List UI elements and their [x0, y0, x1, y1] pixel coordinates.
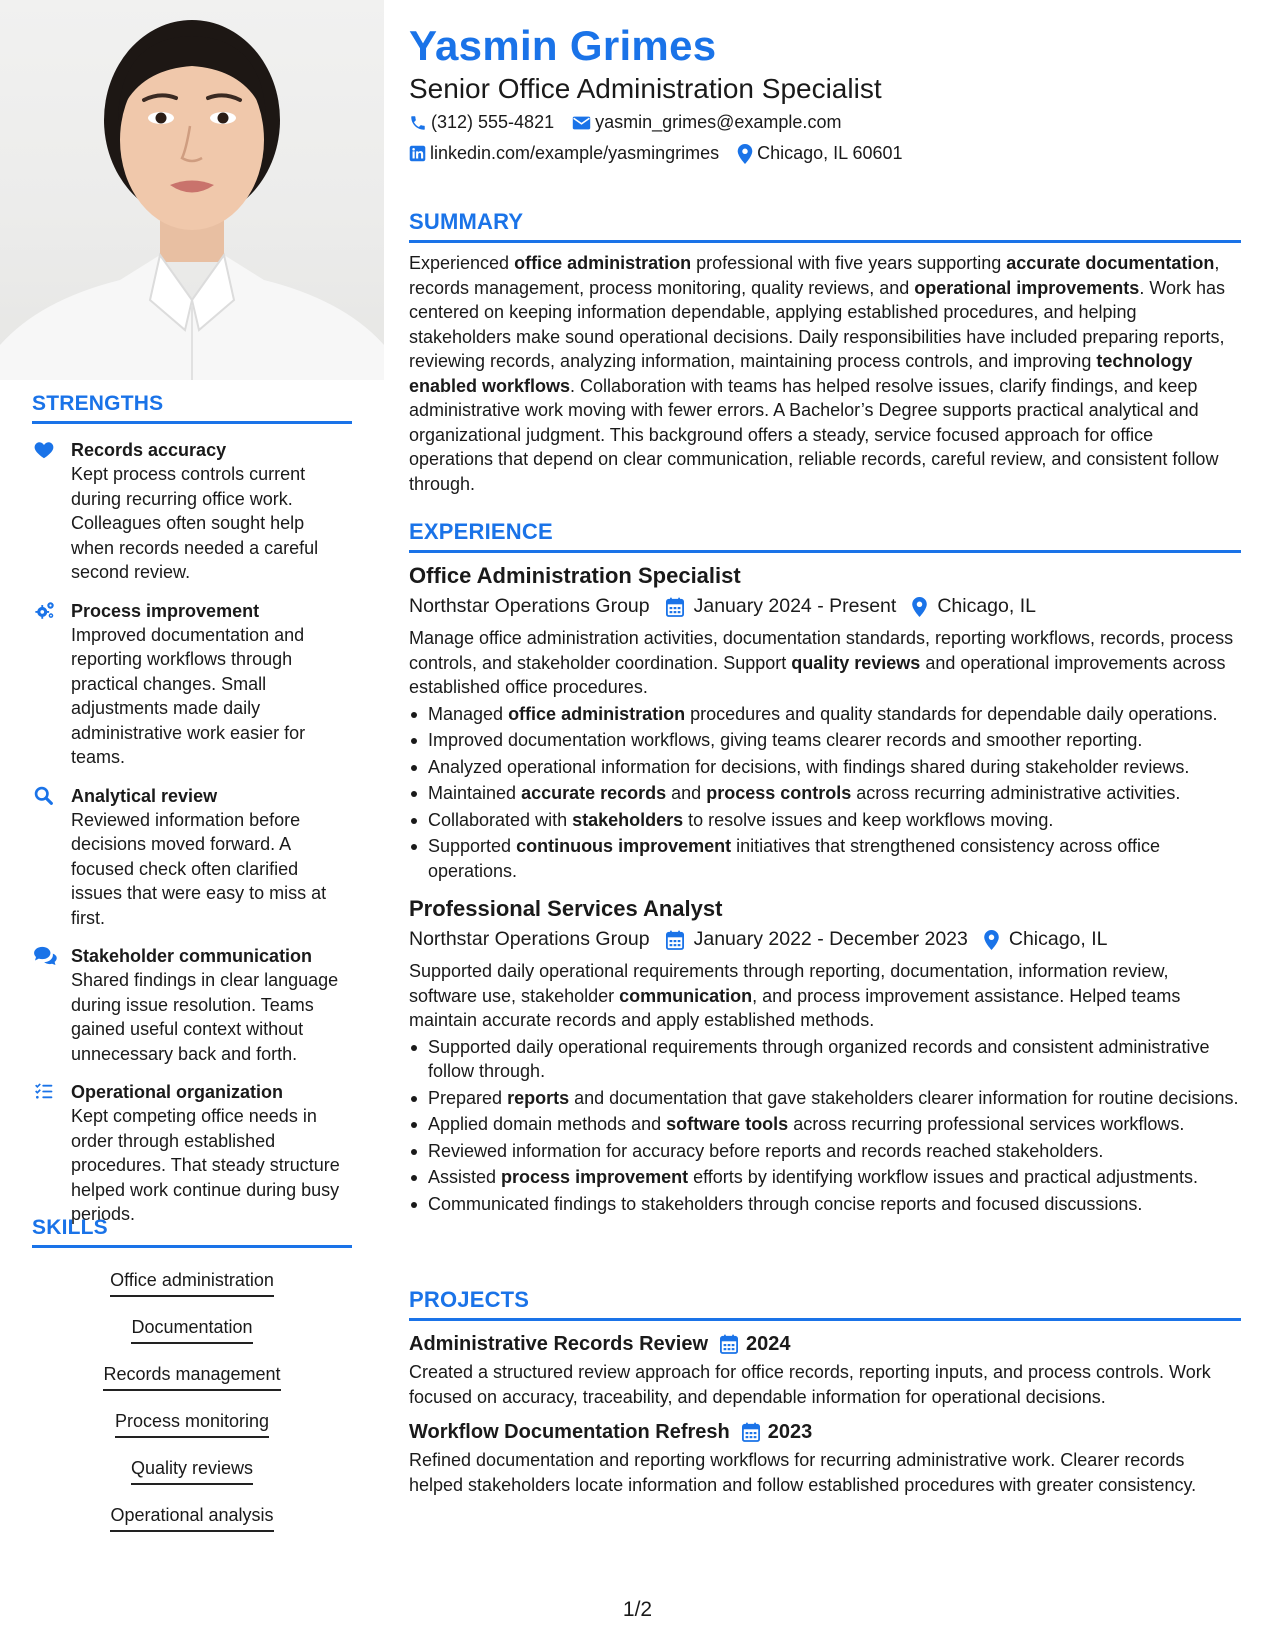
project-title: Administrative Records Review — [409, 1333, 708, 1355]
bullet-item — [409, 1086, 1241, 1111]
emphasis-text: continuous improvement — [516, 836, 732, 856]
project-year: 2023 — [767, 1421, 813, 1443]
linkedin-contact[interactable] — [409, 143, 719, 164]
skill-row — [32, 1409, 352, 1456]
calendar-icon — [742, 1422, 760, 1442]
skill-tag: Process monitoring — [115, 1409, 269, 1438]
text-run: and operational improvements across established office procedures. — [409, 652, 1226, 697]
emphasis-text: process improvement — [501, 1167, 689, 1187]
calendar-icon — [666, 597, 684, 617]
page-number: 1/2 — [622, 1598, 653, 1621]
experience-heading: EXPERIENCE — [409, 519, 1241, 553]
strength-description: Reviewed information before decisions moved forward. A focused check often clarified issues that were easy to miss at first. — [71, 809, 327, 928]
contact-row-2 — [409, 143, 921, 164]
skill-row — [32, 1268, 352, 1315]
job-dates — [666, 595, 897, 618]
bullet-item — [409, 834, 1241, 883]
text-run: across recurring administrative activities. — [851, 783, 1181, 803]
emphasis-text: reports — [507, 1087, 570, 1108]
emphasis-text: process controls — [706, 783, 852, 803]
projects-section — [409, 1287, 1241, 1497]
text-run: Prepared — [428, 1087, 508, 1108]
list-check-icon — [33, 1081, 55, 1103]
text-run: Reviewed information for accuracy before reports and records reached stakeholders. — [428, 1140, 1104, 1161]
experience-section — [409, 519, 1241, 1216]
job-title: Professional Services Analyst — [409, 896, 723, 921]
project-description: Created a structured review approach for office records, reporting inputs, and process controls. Work focused on accuracy, traceability, and dependable information for operational decisions. — [409, 1362, 1211, 1407]
skill-row — [32, 1315, 352, 1362]
bullet-item — [409, 1192, 1241, 1217]
text-run: , and process improvement assistance. Helped teams maintain accurate records and apply established methods. — [409, 985, 1181, 1030]
location-contact — [737, 143, 902, 164]
job-bullets — [409, 1035, 1241, 1217]
emphasis-text: office administration — [508, 703, 686, 724]
phone-text: (312) 555-4821 — [431, 112, 555, 132]
text-run: . Work has centered on keeping information dependable, applying established procedures, and helping stakeholders make sound operational decisions. Daily responsibilities have included preparing reports, reviewing records, analyzing information, maintaining process controls, and improving — [409, 277, 1226, 371]
text-run: Improved documentation workflows, giving teams clearer records and smoother reporting. — [428, 730, 1143, 750]
strengths-heading: STRENGTHS — [32, 392, 352, 424]
text-run: Experienced — [409, 253, 515, 273]
skill-tag: Documentation — [131, 1315, 252, 1344]
search-icon — [33, 785, 55, 807]
job-summary — [409, 626, 1241, 700]
strength-title: Operational organization — [71, 1082, 284, 1102]
job-dates — [666, 928, 968, 951]
bullet-item — [409, 1112, 1241, 1137]
emphasis-text: accurate documentation — [1006, 253, 1215, 273]
location-pin-icon — [737, 144, 753, 164]
job-location — [912, 595, 1036, 618]
bullet-item — [409, 702, 1241, 727]
dates-text: January 2024 - Present — [693, 595, 897, 617]
job-meta — [409, 928, 1241, 951]
summary-heading: SUMMARY — [409, 209, 1241, 243]
strength-title: Process improvement — [71, 600, 260, 621]
project-title: Workflow Documentation Refresh — [409, 1421, 730, 1443]
text-run: professional with five years supporting — [691, 253, 1007, 273]
strength-item — [32, 944, 352, 1066]
strength-title: Records accuracy — [71, 440, 227, 460]
skill-tag: Quality reviews — [131, 1456, 253, 1485]
job-bullets — [409, 702, 1241, 884]
calendar-icon — [720, 1334, 738, 1354]
summary-section — [409, 209, 1241, 496]
bullet-item — [409, 808, 1241, 833]
skill-row — [32, 1362, 352, 1409]
job-entry — [409, 895, 1241, 1216]
projects-list — [409, 1331, 1241, 1497]
skill-tag: Office administration — [110, 1268, 274, 1297]
strengths-list — [32, 438, 352, 1227]
strength-item — [32, 784, 352, 931]
text-run: Analyzed operational information for decisions, with findings shared during stakeholder reviews. — [428, 756, 1190, 777]
text-run: Supported daily operational requirements through reporting, documentation, information review, software use, stakeholder — [409, 961, 1169, 1006]
project-entry — [409, 1419, 1241, 1497]
phone-icon — [409, 114, 427, 132]
strength-item — [32, 599, 352, 770]
project-year: 2024 — [746, 1333, 791, 1355]
skills-section — [32, 1216, 352, 1550]
strength-description: Kept competing office needs in order through established procedures. That steady structure helped work continue during busy periods. — [71, 1106, 340, 1224]
skill-row — [32, 1456, 352, 1503]
candidate-role: Senior Office Administration Specialist — [409, 73, 882, 104]
text-run: . Collaboration with teams has helped resolve issues, clarify findings, and keep administrative work moving with fewer errors. A Bachelor’s Degree supports practical analytical and organizational judgment. This background offers a steady, service focused approach for office operations that depend on clear communication, reliable records, careful review, and consistent follow through. — [409, 375, 1219, 494]
text-run: procedures and quality standards for dependable daily operations. — [685, 703, 1218, 724]
job-entry — [409, 562, 1241, 883]
comments-icon — [33, 945, 55, 967]
project-title-row — [409, 1419, 1241, 1445]
strength-title: Analytical review — [71, 785, 218, 806]
text-run: Assisted — [428, 1167, 502, 1187]
bullet-item — [409, 755, 1241, 780]
location-text: Chicago, IL 60601 — [757, 143, 903, 163]
job-summary — [409, 959, 1241, 1033]
job-title: Office Administration Specialist — [409, 563, 741, 588]
job-meta — [409, 595, 1241, 618]
email-text: yasmin_grimes@example.com — [595, 112, 842, 132]
contact-row-1 — [409, 112, 859, 133]
text-run: Collaborated with — [428, 809, 573, 830]
company-name: Northstar Operations Group — [409, 928, 650, 950]
linkedin-text: linkedin.com/example/yasmingrimes — [430, 143, 720, 163]
email-contact[interactable] — [572, 112, 841, 133]
text-run: Managed — [428, 703, 509, 724]
phone-contact[interactable] — [409, 112, 554, 133]
emphasis-text: stakeholders — [572, 809, 684, 830]
envelope-icon — [572, 115, 591, 131]
text-run: efforts by identifying workflow issues and practical adjustments. — [688, 1167, 1199, 1187]
dates-text: January 2022 - December 2023 — [693, 928, 968, 950]
emphasis-text: software tools — [666, 1114, 789, 1134]
emphasis-text: technology enabled workflows — [409, 351, 1193, 396]
text-run: to resolve issues and keep workflows moving. — [683, 809, 1054, 830]
text-run: and documentation that gave stakeholders clearer information for routine decisions. — [569, 1087, 1239, 1108]
text-run: Supported daily operational requirements through organized records and consistent administrative follow through. — [428, 1036, 1210, 1081]
text-run: Communicated findings to stakeholders through concise reports and focused discussions. — [428, 1193, 1143, 1214]
strength-description: Shared findings in clear language during issue resolution. Teams gained useful context without unnecessary back and forth. — [71, 970, 339, 1064]
strength-title: Stakeholder communication — [71, 946, 313, 966]
location-text: Chicago, IL — [1008, 928, 1108, 950]
sidebar — [0, 0, 384, 1650]
heart-icon — [33, 439, 55, 461]
bullet-item — [409, 1165, 1241, 1190]
projects-heading: PROJECTS — [409, 1287, 1241, 1321]
project-title-row — [409, 1331, 1241, 1357]
text-run: Manage office administration activities, documentation standards, reporting workflows, records, process controls, and stakeholder coordination. Support — [409, 628, 1234, 673]
bullet-item — [409, 781, 1241, 806]
text-run: Maintained — [428, 783, 522, 803]
candidate-name: Yasmin Grimes — [409, 22, 717, 69]
text-run: Applied domain methods and — [428, 1114, 667, 1134]
gears-icon — [33, 600, 55, 622]
project-description: Refined documentation and reporting workflows for recurring administrative work. Clearer records helped stakeholders locate information and follow established procedures with greater consistency. — [409, 1450, 1197, 1495]
profile-photo — [0, 0, 384, 380]
strength-description: Improved documentation and reporting workflows through practical changes. Small adjustments made daily administrative work easier for teams. — [71, 624, 306, 767]
text-run: across recurring professional services workflows. — [788, 1114, 1185, 1134]
location-pin-icon — [984, 930, 999, 950]
job-location — [984, 928, 1108, 951]
linkedin-icon — [409, 145, 426, 162]
skill-tag: Records management — [103, 1362, 280, 1391]
bullet-item — [409, 1035, 1241, 1084]
strength-description: Kept process controls current during recurring office work. Colleagues often sought help when records needed a careful second review. — [71, 464, 319, 582]
strength-item — [32, 1080, 352, 1227]
emphasis-text: office administration — [514, 253, 692, 273]
skill-row — [32, 1503, 352, 1550]
emphasis-text: accurate records — [521, 783, 667, 803]
skills-heading: SKILLS — [32, 1216, 352, 1248]
strength-item — [32, 438, 352, 585]
jobs-list — [409, 562, 1241, 1216]
summary-text — [409, 251, 1241, 496]
text-run: , records management, process monitoring, quality reviews, and — [409, 253, 1220, 298]
text-run: Supported — [428, 836, 517, 856]
bullet-item — [409, 728, 1241, 753]
strengths-section — [32, 392, 352, 1227]
location-text: Chicago, IL — [937, 595, 1036, 617]
text-run: and — [666, 783, 707, 803]
emphasis-text: operational improvements — [914, 277, 1140, 298]
bullet-item — [409, 1139, 1241, 1164]
company-name: Northstar Operations Group — [409, 595, 650, 617]
project-entry — [409, 1331, 1241, 1409]
skills-list — [32, 1268, 352, 1550]
text-run: initiatives that strengthened consistency across office operations. — [428, 836, 1160, 881]
location-pin-icon — [912, 597, 927, 617]
calendar-icon — [666, 930, 684, 950]
skill-tag: Operational analysis — [110, 1503, 273, 1532]
emphasis-text: quality reviews — [791, 652, 921, 673]
emphasis-text: communication — [619, 985, 753, 1006]
